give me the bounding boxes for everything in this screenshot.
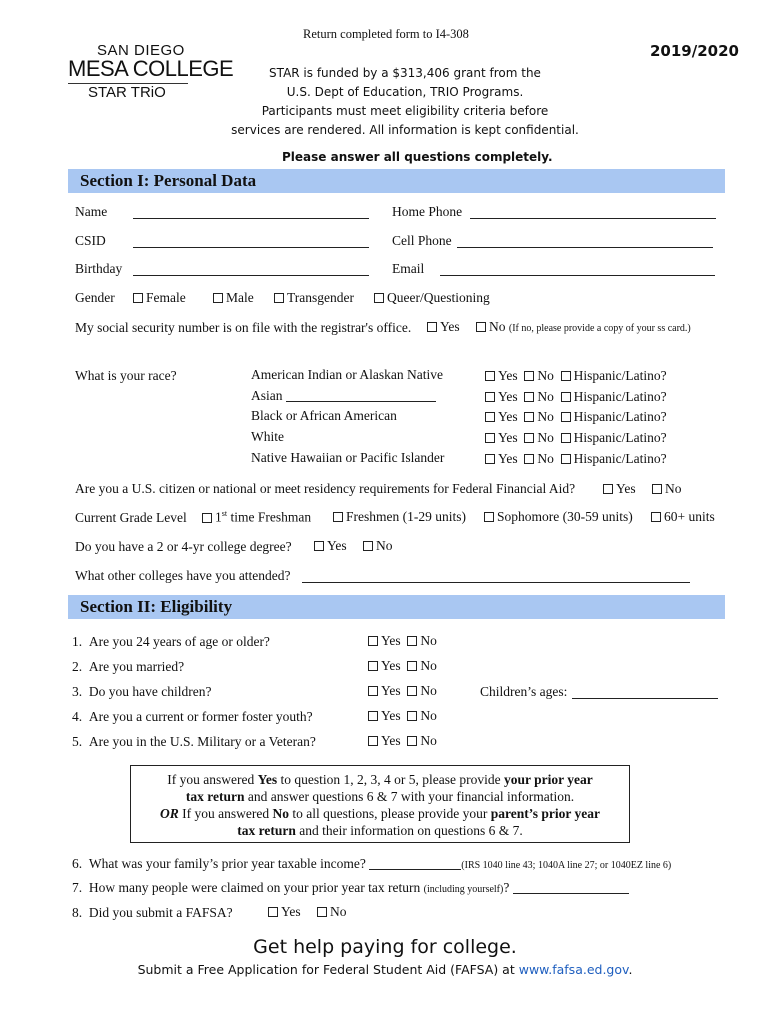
option-label: No: [665, 481, 682, 496]
notice-bold: Yes: [257, 772, 278, 787]
question-number: 1.: [72, 634, 83, 649]
citizen-yes[interactable]: [603, 481, 636, 497]
checkbox[interactable]: [374, 293, 384, 303]
option-label: time Freshman: [227, 509, 312, 525]
option-label: Female: [146, 290, 186, 305]
checkbox[interactable]: [561, 412, 571, 422]
option-label: 1: [215, 509, 222, 525]
eligibility-question: [72, 659, 184, 675]
checkbox[interactable]: [524, 371, 534, 381]
yes-no-options: [368, 633, 437, 649]
option-label: Hispanic/Latino?: [573, 409, 667, 424]
checkbox[interactable]: [317, 907, 327, 917]
birthday-label: Birthday: [75, 261, 123, 276]
option-label: Yes: [498, 451, 518, 466]
eligibility-question: [72, 734, 316, 750]
question-text: Are you in the U.S. Military or a Veteran?: [88, 734, 316, 749]
checkbox[interactable]: [561, 392, 571, 402]
logo-line3: STAR TRiO: [88, 84, 166, 101]
notice-bold: your prior year: [503, 772, 593, 787]
checkbox[interactable]: [407, 636, 417, 646]
checkbox[interactable]: [561, 454, 571, 464]
checkbox[interactable]: [652, 484, 662, 494]
children-ages-field[interactable]: [572, 686, 718, 699]
checkbox[interactable]: [485, 371, 495, 381]
children-ages-label: Children’s ages:: [480, 684, 568, 699]
checkbox[interactable]: [407, 686, 417, 696]
csid-field[interactable]: [133, 235, 369, 248]
notice-bold: parent’s prior year: [490, 806, 600, 821]
question-number: 5.: [72, 734, 83, 749]
eligibility-question: [72, 709, 313, 725]
colleges-field[interactable]: [302, 570, 690, 583]
grade-60-plus[interactable]: [651, 509, 715, 525]
question-text: What was your family’s prior year taxable income?: [88, 856, 366, 871]
notice-bold: No: [272, 806, 290, 821]
notice-text: to all questions, please provide your: [289, 806, 491, 821]
degree-no[interactable]: [363, 538, 393, 554]
checkbox[interactable]: [651, 512, 661, 522]
race-question: What is your race?: [75, 368, 177, 383]
race-label: White: [251, 429, 284, 444]
ssn-question: My social security number is on file with the registrar's office.: [75, 320, 412, 335]
option-label: Male: [226, 290, 254, 305]
race-label: Native Hawaiian or Pacific Islander: [251, 450, 445, 465]
question-number: 6.: [72, 856, 83, 871]
cell-phone-field[interactable]: [457, 235, 713, 248]
checkbox[interactable]: [485, 454, 495, 464]
option-label: Hispanic/Latino?: [573, 451, 667, 466]
option-label: No: [376, 538, 393, 553]
question-text: Are you a current or former foster youth?: [88, 709, 313, 724]
notice-line: [131, 805, 629, 822]
citizen-no[interactable]: [652, 481, 682, 497]
notice-line: [131, 788, 629, 805]
race-row-options: [485, 409, 667, 425]
ssn-note: (If no, please provide a copy of your ss card.): [508, 323, 691, 334]
footer-headline: Get help paying for college.: [253, 936, 517, 958]
ssn-no[interactable]: [476, 319, 691, 335]
yes-no-options: [368, 733, 437, 749]
notice-text: If you answered: [167, 772, 258, 787]
checkbox[interactable]: [427, 322, 437, 332]
checkbox[interactable]: [603, 484, 613, 494]
notice-bold: OR: [160, 806, 179, 821]
notice-line: [131, 822, 629, 839]
checkbox[interactable]: [133, 293, 143, 303]
checkbox[interactable]: [407, 736, 417, 746]
gender-label: Gender: [75, 290, 115, 305]
ssn-yes[interactable]: [427, 319, 460, 335]
checkbox[interactable]: [368, 636, 378, 646]
checkbox[interactable]: [524, 454, 534, 464]
income-field[interactable]: [369, 857, 461, 870]
income-question: [72, 856, 671, 872]
option-label: Yes: [381, 633, 401, 648]
checkbox[interactable]: [476, 322, 486, 332]
option-label: Yes: [381, 658, 401, 673]
question-number: 3.: [72, 684, 83, 699]
asian-field[interactable]: [286, 389, 436, 402]
logo-line2: MESA COLLEGE: [68, 56, 234, 81]
option-label: No: [537, 409, 554, 424]
tax-return-notice: [130, 765, 630, 843]
checkbox[interactable]: [485, 392, 495, 402]
question-number: 7.: [72, 880, 83, 895]
question-text: Do you have children?: [88, 684, 212, 699]
gender-female[interactable]: [133, 290, 186, 306]
notice-bold: tax return: [185, 789, 245, 804]
option-label: Yes: [498, 368, 518, 383]
option-label: Yes: [440, 319, 460, 334]
question-text: Did you submit a FAFSA?: [88, 905, 233, 920]
section2-header: [68, 595, 725, 619]
question-number: 4.: [72, 709, 83, 724]
section1-title: Section I: Personal Data: [80, 171, 257, 190]
option-label: Yes: [381, 733, 401, 748]
grade-sophomore[interactable]: [484, 509, 633, 525]
checkbox[interactable]: [484, 512, 494, 522]
option-label: Hispanic/Latino?: [573, 389, 667, 404]
option-label: Yes: [616, 481, 636, 496]
funding-statement: [225, 64, 585, 140]
notice-line: [131, 771, 629, 788]
notice-bold: tax return: [237, 823, 296, 838]
option-label: Yes: [498, 389, 518, 404]
option-label: No: [537, 368, 554, 383]
email-label: Email: [392, 261, 425, 276]
race-row-options: [485, 368, 667, 384]
race-label: American Indian or Alaskan Native: [251, 367, 443, 382]
checkbox[interactable]: [333, 512, 343, 522]
checkbox[interactable]: [274, 293, 284, 303]
income-note: (IRS 1040 line 43; 1040A line 27; or 1040EZ line 6): [461, 860, 672, 871]
household-field[interactable]: [513, 881, 629, 894]
checkbox[interactable]: [485, 412, 495, 422]
option-label: No: [420, 658, 437, 673]
checkbox[interactable]: [561, 371, 571, 381]
birthday-field[interactable]: [133, 263, 369, 276]
option-label: Queer/Questioning: [387, 290, 490, 305]
gender-male[interactable]: [213, 290, 254, 306]
checkbox[interactable]: [524, 412, 534, 422]
fafsa-question: [72, 905, 233, 921]
option-label: Hispanic/Latino?: [573, 430, 667, 445]
home-phone-field[interactable]: [470, 206, 716, 219]
notice-text: to question 1, 2, 3, 4 or 5, please provide: [277, 772, 504, 787]
checkbox[interactable]: [561, 433, 571, 443]
yes-no-options: [368, 658, 437, 674]
degree-yes[interactable]: [314, 538, 347, 554]
checkbox[interactable]: [524, 433, 534, 443]
ordinal: st: [221, 509, 228, 518]
footer-sub: [0, 962, 770, 977]
logo-line1: SAN DIEGO: [97, 42, 185, 59]
footer-end: .: [628, 962, 633, 977]
form-year: 2019/2020: [650, 42, 739, 60]
yes-no-options: [368, 683, 437, 699]
option-label: No: [420, 683, 437, 698]
name-field[interactable]: [133, 206, 369, 219]
name-label: Name: [75, 204, 108, 219]
option-label: No: [420, 708, 437, 723]
degree-question: Do you have a 2 or 4-yr college degree?: [75, 539, 292, 554]
race-label: Black or African American: [251, 408, 397, 423]
email-field[interactable]: [440, 263, 715, 276]
option-label: Yes: [498, 409, 518, 424]
race-row-options: [485, 430, 667, 446]
eligibility-question: [72, 634, 270, 650]
question-mark: ?: [503, 880, 510, 895]
grade-freshmen[interactable]: [333, 509, 466, 525]
return-note: Return completed form to I4-308: [303, 27, 469, 41]
checkbox[interactable]: [524, 392, 534, 402]
option-label: Sophomore (30-59 units): [497, 509, 633, 524]
footer-text: Submit a Free Application for Federal Student Aid (FAFSA) at: [137, 962, 519, 977]
option-label: No: [330, 904, 347, 919]
fafsa-link[interactable]: www.fafsa.ed.gov: [518, 962, 629, 977]
grade-first-time[interactable]: [202, 509, 311, 526]
notice-text: and their information on questions 6 & 7.: [295, 823, 523, 838]
question-number: 2.: [72, 659, 83, 674]
checkbox[interactable]: [213, 293, 223, 303]
home-phone-label: Home Phone: [392, 204, 463, 219]
question-number: 8.: [72, 905, 83, 920]
funding-line: services are rendered. All information is kept confidential.: [231, 123, 579, 137]
option-label: Yes: [327, 538, 347, 553]
question-text: Are you married?: [88, 659, 185, 674]
checkbox[interactable]: [407, 661, 417, 671]
fafsa-yes[interactable]: [268, 904, 301, 920]
checkbox[interactable]: [368, 661, 378, 671]
fafsa-no[interactable]: [317, 904, 347, 920]
csid-label: CSID: [75, 233, 106, 248]
household-question: [72, 880, 629, 896]
option-label: Yes: [498, 430, 518, 445]
checkbox[interactable]: [268, 907, 278, 917]
checkbox[interactable]: [407, 711, 417, 721]
race-label: [251, 388, 436, 404]
option-label: Yes: [381, 683, 401, 698]
option-label: Freshmen (1-29 units): [346, 509, 466, 524]
question-text: How many people were claimed on your prior year tax return: [88, 880, 421, 895]
race-row-options: [485, 451, 667, 467]
grade-label: Current Grade Level: [75, 510, 187, 525]
checkbox[interactable]: [368, 711, 378, 721]
checkbox[interactable]: [368, 736, 378, 746]
checkbox[interactable]: [363, 541, 373, 551]
section2-title: Section II: Eligibility: [80, 597, 233, 616]
option-label: Transgender: [287, 290, 354, 305]
funding-line: Participants must meet eligibility criteria before: [261, 104, 549, 118]
instruction: Please answer all questions completely.: [282, 150, 553, 164]
section1-header: [68, 169, 725, 193]
option-label: Yes: [381, 708, 401, 723]
notice-text: If you answered: [178, 806, 273, 821]
option-label: No: [537, 451, 554, 466]
colleges-question: What other colleges have you attended?: [75, 568, 291, 583]
yes-no-options: [368, 708, 437, 724]
option-label: Hispanic/Latino?: [573, 368, 667, 383]
race-row-options: [485, 389, 667, 405]
notice-text: and answer questions 6 & 7 with your financial information.: [244, 789, 575, 804]
option-label: No: [489, 319, 506, 334]
household-note: (including yourself): [423, 884, 504, 895]
option-label: 60+ units: [664, 509, 715, 524]
citizen-question: Are you a U.S. citizen or national or meet residency requirements for Federal Financial Aid?: [75, 481, 576, 496]
eligibility-question: [72, 684, 211, 700]
funding-line: STAR is funded by a $313,406 grant from the: [269, 66, 541, 80]
option-label: No: [420, 633, 437, 648]
option-label: Yes: [281, 904, 301, 919]
race-asian-label: Asian: [251, 388, 283, 403]
checkbox[interactable]: [314, 541, 324, 551]
option-label: No: [537, 389, 554, 404]
option-label: No: [420, 733, 437, 748]
checkbox[interactable]: [485, 433, 495, 443]
gender-transgender[interactable]: [274, 290, 354, 306]
checkbox[interactable]: [202, 513, 212, 523]
option-label: No: [537, 430, 554, 445]
cell-phone-label: Cell Phone: [392, 233, 452, 248]
question-text: Are you 24 years of age or older?: [88, 634, 270, 649]
checkbox[interactable]: [368, 686, 378, 696]
funding-line: U.S. Dept of Education, TRIO Programs.: [286, 85, 524, 99]
gender-queer[interactable]: [374, 290, 490, 306]
